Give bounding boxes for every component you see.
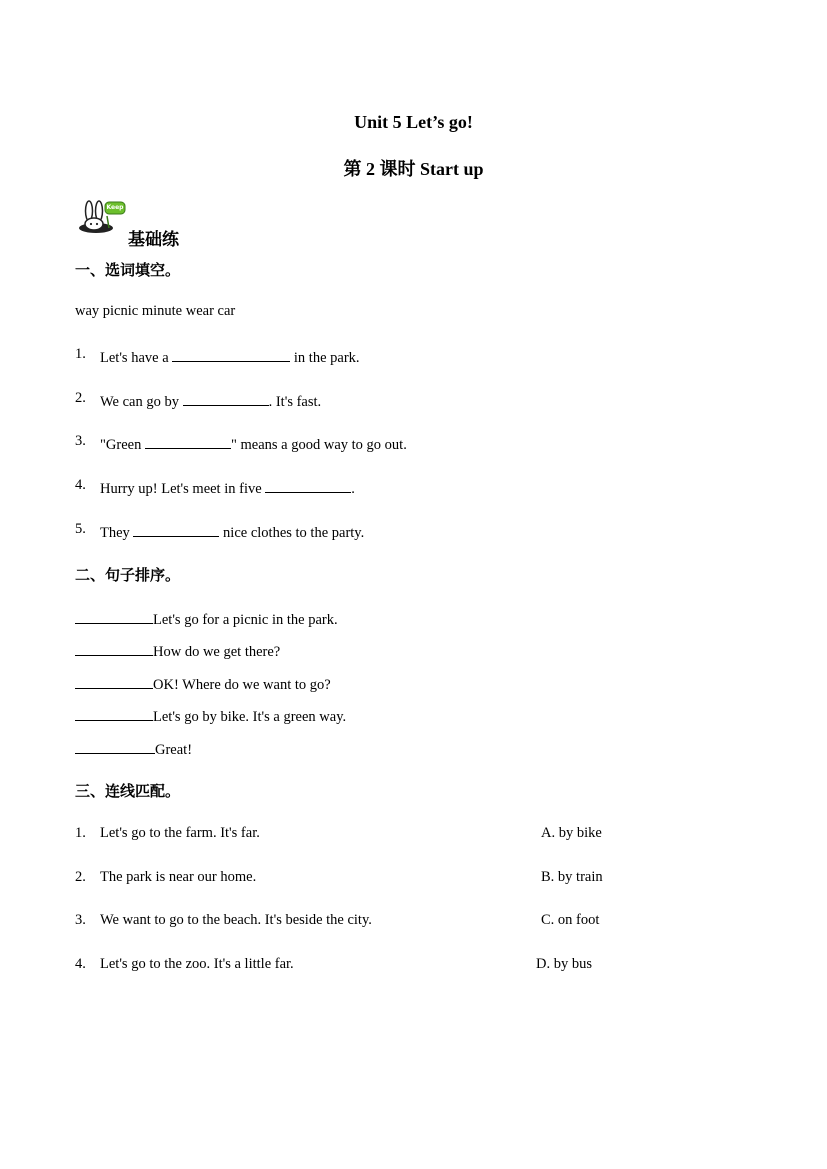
item-text-before: Let's have a xyxy=(100,350,169,366)
item-text-before: They xyxy=(100,525,130,541)
order-blank[interactable] xyxy=(75,705,153,721)
match-number: 3. xyxy=(75,912,86,928)
match-right-item[interactable]: B. by train xyxy=(541,869,603,885)
item-number: 4. xyxy=(75,477,86,493)
ordering-sentence: Great! xyxy=(155,742,193,758)
item-text-before: Hurry up! Let's meet in five xyxy=(100,481,262,497)
match-right-item[interactable]: D. by bus xyxy=(536,956,592,972)
part1-heading: 一、选词填空。 xyxy=(75,263,181,279)
item-text-after: " means a good way to go out. xyxy=(230,437,407,453)
match-left-item[interactable]: Let's go to the farm. It's far. xyxy=(100,825,260,841)
item-number: 1. xyxy=(75,346,86,362)
item-text-after: nice clothes to the party. xyxy=(223,525,365,541)
match-left-item[interactable]: We want to go to the beach. It's beside the city. xyxy=(100,912,372,928)
order-blank[interactable] xyxy=(75,738,155,754)
ordering-sentence: OK! Where do we want to go? xyxy=(153,677,331,693)
ordering-item xyxy=(75,608,338,629)
lesson-subtitle: 第 2 课时 Start up xyxy=(343,159,484,179)
order-blank[interactable] xyxy=(75,673,153,689)
item-text-before: "Green xyxy=(100,437,142,453)
item-text-after: . It's fast. xyxy=(268,394,322,410)
ordering-item xyxy=(75,673,331,694)
match-number: 4. xyxy=(75,956,86,972)
ordering-item xyxy=(75,738,192,759)
logo-sign-text: Keep xyxy=(106,204,124,211)
item-number: 5. xyxy=(75,521,86,537)
ordering-sentence: Let's go for a picnic in the park. xyxy=(153,612,338,628)
match-number: 1. xyxy=(75,825,86,841)
order-blank[interactable] xyxy=(75,640,153,656)
answer-blank[interactable] xyxy=(145,433,231,449)
item-number: 3. xyxy=(75,433,86,449)
match-left-item[interactable]: Let's go to the zoo. It's a little far. xyxy=(100,956,294,972)
answer-blank[interactable] xyxy=(133,521,219,537)
ordering-sentence: How do we get there? xyxy=(153,644,281,660)
match-right-item[interactable]: A. by bike xyxy=(541,825,602,841)
item-number: 2. xyxy=(75,390,86,406)
answer-blank[interactable] xyxy=(265,477,351,493)
page-title: Unit 5 Let’s go! xyxy=(354,112,473,132)
answer-blank[interactable] xyxy=(183,390,269,406)
part2-heading: 二、句子排序。 xyxy=(75,568,181,584)
word-bank: way picnic minute wear car xyxy=(75,303,236,319)
bunny-logo-icon xyxy=(76,198,126,236)
ordering-item xyxy=(75,640,280,661)
item-text-after: in the park. xyxy=(293,350,360,366)
match-right-item[interactable]: C. on foot xyxy=(541,912,600,928)
order-blank[interactable] xyxy=(75,608,153,624)
answer-blank[interactable] xyxy=(172,346,290,362)
ordering-sentence: Let's go by bike. It's a green way. xyxy=(153,709,347,725)
match-number: 2. xyxy=(75,869,86,885)
part3-heading: 三、连线匹配。 xyxy=(75,784,181,800)
section-label: 基础练 xyxy=(128,230,179,249)
item-text-before: We can go by xyxy=(100,394,179,410)
ordering-item xyxy=(75,705,346,726)
item-text-after: . xyxy=(351,481,355,497)
match-left-item[interactable]: The park is near our home. xyxy=(100,869,257,885)
